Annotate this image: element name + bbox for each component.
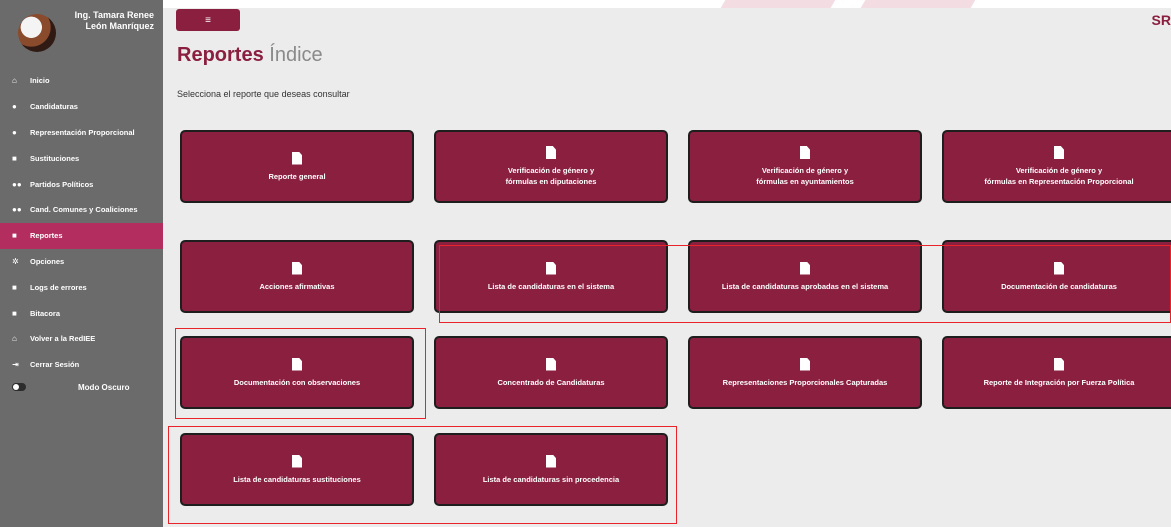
- sidebar-item-bitacora[interactable]: [0, 300, 163, 326]
- file-icon: [800, 146, 810, 159]
- file-icon: [292, 455, 302, 468]
- page-title-sub: Índice: [269, 44, 323, 66]
- report-card-label: Lista de candidaturas en el sistema: [487, 281, 615, 291]
- sidebar-item-label: Cand. Comunes y Coaliciones: [30, 205, 138, 215]
- report-card-label: Representaciones Proporcionales Capturadas: [722, 377, 888, 387]
- file-icon: [1054, 146, 1064, 159]
- file-icon: ■: [12, 231, 17, 241]
- home-icon: ⌂: [12, 334, 17, 344]
- report-card-label: Documentación con observaciones: [233, 377, 361, 387]
- sidebar-item-label: Candidaturas: [30, 102, 78, 112]
- report-card[interactable]: [942, 240, 1171, 313]
- page-title: [177, 44, 323, 67]
- report-card[interactable]: [180, 130, 414, 203]
- sidebar-item-partidos-políticos[interactable]: [0, 171, 163, 197]
- decorative-stripe: [861, 0, 976, 8]
- report-card-label: fórmulas en Representación Proporcional: [984, 177, 1134, 186]
- page-title-main: Reportes: [177, 44, 264, 66]
- report-card[interactable]: [942, 130, 1171, 203]
- report-card-label: fórmulas en ayuntamientos: [756, 177, 854, 186]
- file-icon: [546, 262, 556, 275]
- report-card[interactable]: [434, 240, 668, 313]
- report-card[interactable]: [688, 336, 922, 409]
- report-card[interactable]: [942, 336, 1171, 409]
- file-icon: ■: [12, 308, 17, 318]
- sidebar-item-label: Bitacora: [30, 308, 61, 318]
- report-card[interactable]: [434, 336, 668, 409]
- hamburger-icon: ≡: [205, 14, 211, 26]
- sidebar-item-label: Volver a la RedIEE: [30, 334, 96, 344]
- report-card-label: Reporte de Integración por Fuerza Política: [983, 377, 1135, 387]
- home-icon: ⌂: [12, 76, 17, 86]
- sidebar-nav: [0, 68, 163, 378]
- gears-icon: ✲: [12, 256, 19, 266]
- sign-out-icon: ⇥: [12, 360, 19, 370]
- user-icon: ●: [12, 127, 17, 137]
- user-icon: ●: [12, 102, 17, 112]
- report-card-label: Lista de candidaturas sin procedencia: [482, 474, 620, 484]
- sidebar-item-volver-a-la-rediee[interactable]: [0, 326, 163, 352]
- report-card-label: Documentación de candidaturas: [1001, 281, 1117, 291]
- sidebar-item-inicio[interactable]: [0, 68, 163, 94]
- menu-toggle-button[interactable]: [176, 9, 240, 31]
- report-card-label: Lista de candidaturas sustituciones: [233, 474, 361, 484]
- file-icon: [292, 358, 302, 371]
- sidebar-item-label: Reportes: [30, 231, 63, 241]
- user-name-line2: León Manríquez: [85, 21, 154, 31]
- report-card[interactable]: [180, 240, 414, 313]
- file-icon: [1054, 358, 1064, 371]
- sidebar-item-cand-comunes-y-coaliciones[interactable]: [0, 197, 163, 223]
- dark-mode-toggle[interactable]: [12, 383, 26, 391]
- sidebar-item-label: Sustituciones: [30, 153, 80, 163]
- sidebar-item-label: Cerrar Sesión: [30, 360, 80, 370]
- sidebar-item-representación-proporcional[interactable]: [0, 120, 163, 146]
- page-subtitle: Selecciona el reporte que deseas consultar: [177, 89, 350, 99]
- sidebar-item-label: Logs de errores: [30, 282, 87, 292]
- file-icon: [800, 262, 810, 275]
- report-card[interactable]: [434, 433, 668, 506]
- users-icon: ●●: [12, 179, 22, 189]
- sidebar-item-reportes[interactable]: [0, 223, 163, 249]
- file-icon: [800, 358, 810, 371]
- users-icon: ●●: [12, 205, 22, 215]
- sidebar-item-label: Partidos Políticos: [30, 179, 94, 189]
- sidebar-item-logs-de-errores[interactable]: [0, 274, 163, 300]
- sidebar-item-label: Opciones: [30, 256, 65, 266]
- file-icon: ■: [12, 153, 17, 163]
- sidebar-item-cerrar-sesión[interactable]: [0, 352, 163, 378]
- report-card-label: Verificación de género y: [507, 166, 595, 175]
- dark-mode-label: Modo Oscuro: [78, 382, 130, 392]
- user-name: [62, 10, 154, 32]
- report-card-label: Concentrado de Candidaturas: [497, 377, 605, 387]
- file-icon: [546, 358, 556, 371]
- report-card[interactable]: [688, 130, 922, 203]
- report-card-label: Reporte general: [268, 171, 326, 181]
- dark-mode-row: [12, 380, 152, 394]
- report-card-label: Verificación de género y: [1015, 166, 1103, 175]
- sidebar-item-opciones[interactable]: [0, 249, 163, 275]
- file-icon: [1054, 262, 1064, 275]
- report-card[interactable]: [180, 433, 414, 506]
- report-card-label: Acciones afirmativas: [259, 281, 335, 291]
- file-icon: [292, 262, 302, 275]
- file-icon: [292, 152, 302, 165]
- sidebar-item-label: Inicio: [30, 76, 50, 86]
- report-card-label: Lista de candidaturas aprobadas en el sistema: [721, 281, 889, 291]
- report-card-label: fórmulas en diputaciones: [505, 177, 597, 186]
- file-icon: [546, 455, 556, 468]
- user-name-line1: Ing. Tamara Renee: [74, 10, 154, 20]
- top-stripe: [163, 0, 1171, 8]
- user-initials[interactable]: SR: [1151, 12, 1171, 28]
- report-card[interactable]: [180, 336, 414, 409]
- file-icon: [546, 146, 556, 159]
- sidebar-item-sustituciones[interactable]: [0, 145, 163, 171]
- sidebar-item-label: Representación Proporcional: [30, 127, 135, 137]
- file-icon: ■: [12, 282, 17, 292]
- decorative-stripe: [721, 0, 836, 8]
- sidebar: [0, 0, 163, 527]
- report-card-label: Verificación de género y: [761, 166, 849, 175]
- avatar[interactable]: [18, 14, 56, 52]
- report-card[interactable]: [688, 240, 922, 313]
- report-card[interactable]: [434, 130, 668, 203]
- sidebar-item-candidaturas[interactable]: [0, 94, 163, 120]
